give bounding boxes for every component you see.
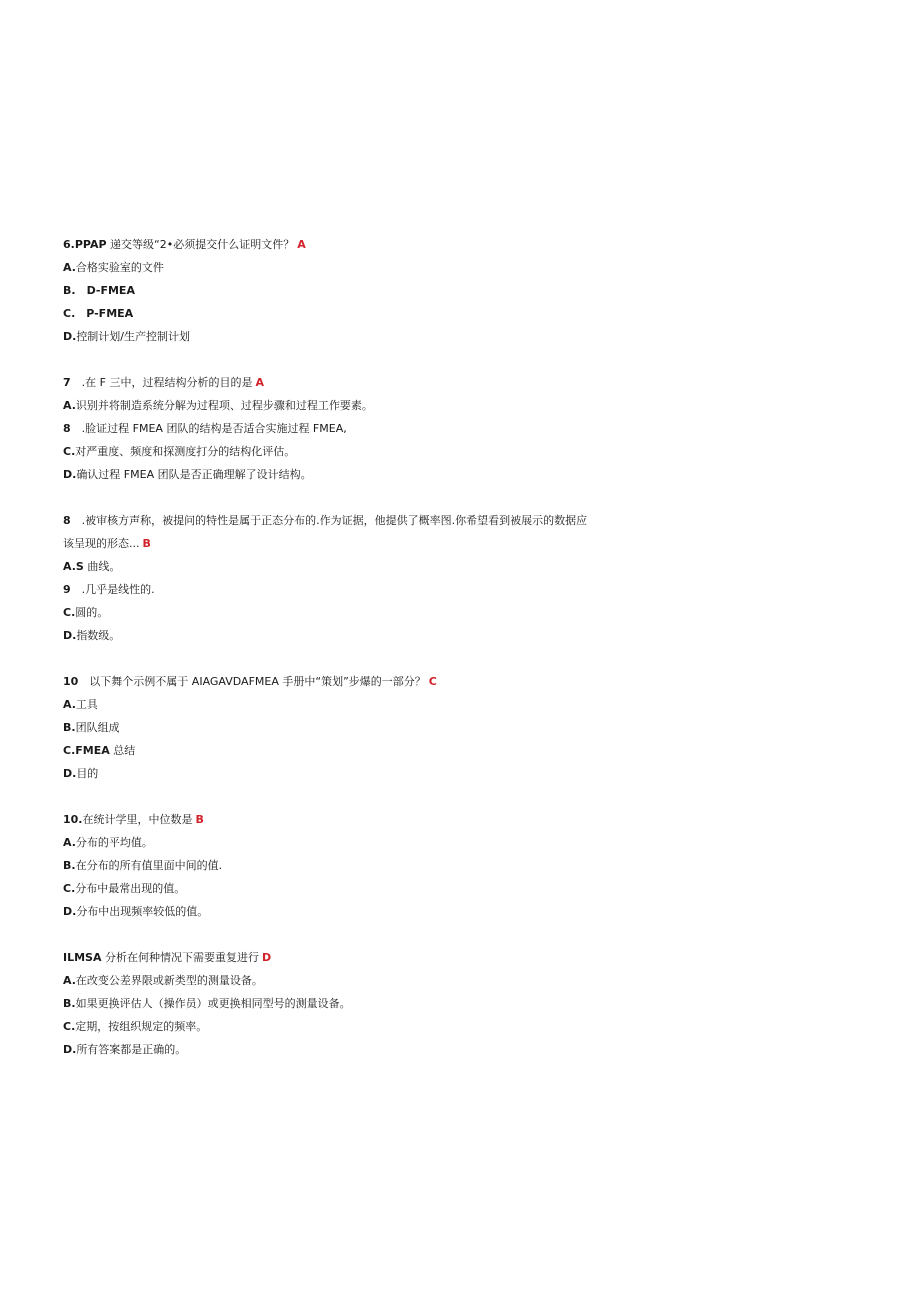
option-line: D.所有答案都是正确的。	[63, 1043, 187, 1056]
answer-key: B	[142, 537, 151, 550]
answer-key: D	[261, 951, 272, 964]
answer-key: A	[255, 376, 264, 389]
answer-key: B	[195, 813, 204, 826]
option-line: C.对严重度、频度和探测度打分的结构化评估。	[63, 445, 296, 458]
question-line-continued: 该呈现的形态... B	[63, 537, 151, 550]
option-line: D.指数级。	[63, 629, 121, 642]
option-line: 9 .几乎是线性的.	[63, 583, 155, 596]
option-line: B.如果更换评估人（操作员）或更换相同型号的测量设备。	[63, 997, 351, 1010]
option-line: B. D-FMEA	[63, 284, 135, 297]
option-line: A.合格实验室的文件	[63, 261, 164, 274]
option-line: D.控制计划/生产控制计划	[63, 330, 191, 343]
question-block-6	[63, 946, 663, 1061]
question-line: 10.在统计学里，中位数是 B	[63, 813, 204, 826]
option-line: C.分布中最常出现的值。	[63, 882, 186, 895]
option-line: A.识别并将制造系统分解为过程项、过程步骤和过程工作要素。	[63, 399, 373, 412]
option-line: C.定期，按组织规定的频率。	[63, 1020, 208, 1033]
option-line: 8 .脸证过程 FMEA 团队的结构是否适合实施过程 FMEA,	[63, 422, 347, 435]
question-line: 8 .被审核方声称，被提问的特性是属于正态分布的.作为证据，他提供了概率图.你希望看到被展示的数据应	[63, 514, 588, 527]
option-line: A.在改变公差界限或新类型的测量设备。	[63, 974, 263, 987]
option-line: A.S 曲线。	[63, 560, 121, 573]
question-block-3	[63, 509, 663, 647]
option-line: C.圆的。	[63, 606, 109, 619]
option-line: D.目的	[63, 767, 99, 780]
option-line: A.分布的平均值。	[63, 836, 153, 849]
question-line: 6.PPAP 递交等级“2•必须提交什么证明文件？ A	[63, 238, 306, 251]
option-line: D.分布中出现频率较低的值。	[63, 905, 209, 918]
option-line: A.工具	[63, 698, 98, 711]
option-line: D.确认过程 FMEA 团队是否正确理解了设计结构。	[63, 468, 312, 481]
question-line: ILMSA 分析在何种情况下需要重复进行 D	[63, 951, 272, 964]
question-block-1	[63, 233, 663, 348]
option-line: C.FMEA 总结	[63, 744, 136, 757]
question-line: 7 .在 F 三中，过程结构分析的目的是 A	[63, 376, 264, 389]
question-block-4	[63, 670, 663, 785]
question-line: 10 以下舞个示例不属于 AIAGAVDAFMEA 手册中“策划”步爆的一部分？ C	[63, 675, 437, 688]
option-line: B.团队组成	[63, 721, 120, 734]
option-line: B.在分布的所有值里面中间的值.	[63, 859, 223, 872]
answer-key: A	[297, 238, 306, 251]
question-block-2	[63, 371, 663, 486]
document-body	[63, 233, 663, 1061]
answer-key: C	[428, 675, 437, 688]
question-block-5	[63, 808, 663, 923]
option-line: C. P-FMEA	[63, 307, 134, 320]
